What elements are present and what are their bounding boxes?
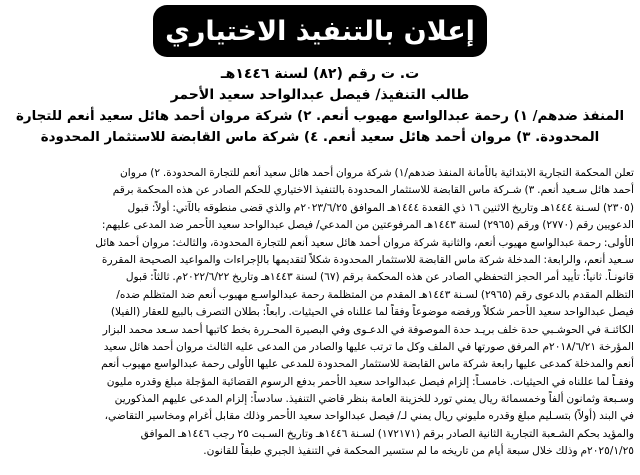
body-line: وفقـاً لما عللناه في الحيثيات. خامسـاً: إلزام فيصل عبدالواحد سعيد الأحمر بدفع الرسوم القضائية المؤجلة مبلغ وقدره مليون (106, 375, 634, 388)
announcement-body (4, 165, 634, 461)
body-line: ٢٠٢٥/١/٢٥م وذلك خلال سبعة أيام من تاريخه ما لم ستسير المحكمة في التنفيذ الجبري طبقاً للقانون. (203, 445, 634, 458)
case-number: ت. ت رقم (٨٢) لسنة ١٤٤٦هـ (220, 66, 420, 82)
body-line: قانونـاً. ثانياً: تأييد أمر الحجز التحفظي الصادر عن هذه المحكمة برقم (٦٧) لسنة ١٤٤٣هـ وتاريخ ٢٠٢٢/٦/٢٢م. ثالثاً: قبول (125, 271, 634, 284)
body-line: الأولى: رحمة عبدالواسع مهيوب أنعم، والثانية شركة مروان أحمد هائل سعيد أنعم للتجارة المحدودة، والثالث: مروان أحمد هائل (95, 236, 634, 249)
body-line: الكائنـة في الحوشـبي حدة خلف بريـد حدة الموصوفة في الدعـوى وفي البصيرة المحـررة بخط كاتبها أحمد سـعد محمد البزار (102, 323, 634, 336)
body-line: الدعويين رقم (٢٧٧٠) ورقم (٢٩٦٥) لسنة ١٤٤٣هـ المرفوعتين من المدعي/ فيصل عبدالواحد سعيد الأحمر ضد المدعى عليهم: (101, 219, 634, 232)
announcement-title: إعلان بالتنفيذ الاختياري (165, 15, 475, 47)
executor-name: طالب التنفيذ/ فيصل عبدالواحد سعيد الأحمر (170, 87, 470, 103)
body-line: تعلن المحكمة التجارية الابتدائية بالأمانة المنفذ ضدهم/١) شركة مروان أحمد هائل سعيد أنعم للتجارة المحدودة. ٢) مروان (120, 167, 634, 179)
respondents-line-1: المنفذ ضدهم/ ١) رحمة عبدالواسع مهيوب أنعم. ٢) شركة مروان أحمد هائل سعيد أنعم للتجارة (15, 109, 625, 124)
body-line: في البند (أولاً) بتسـليم مبلغ وقدره مليوني ريال يمني لـ/ فيصل عبدالواحد سعيد الأحمر وذلك مقابل أغرام ومخاسير التقاضي، (104, 410, 634, 423)
body-line: (٢٣٠٥) لسـنة ١٤٤٤هـ وتاريخ الاثنين ١٦ ذي القعدة ١٤٤٤هـ الموافق ٢٠٢٣/٦/٢٥م والذي قضى منطوقه بالآتي: أولاً: قبول (127, 201, 634, 214)
body-line: فيصل عبدالواحد سعيد الأحمر شكلاً ورفضه موضوعاً وفقاً لما عللناه في الحيثيات. رابعاً: بطلان التصرف بالبيع للعقار (الفيلا) (110, 306, 634, 319)
body-line: سـعيد أنعم، والرابعة: المدخلة شركة ماس القابضة للاستثمار المحدودة شكلاً لتقديمها بالإجراءات والمواعيد الصحيحة المقررة (101, 253, 634, 266)
body-line: أحمد هائل سـعيد أنعم. ٣) شـركة ماس القابضة للاستثمار المحدودة بالتنفيذ الاختياري للحكم الصادر عن هذه المحكمة برقم (112, 184, 634, 197)
body-line: التظلم المقدم بالدعوى رقم (٢٩٦٥) لسـنة ١٤٤٣هـ المقدم من المتظلمة رحمة عبدالواسـع مهيوب أنعم ضد المتظلم ضده/ (116, 288, 634, 301)
body-line: وسـبعة وثمانون ألفاً وخمسمائة ريال يمني تورد للخزينة العامة بنظر قاضي التنفيذ. سادساً: إلزام المدعى عليهم المذكورين (114, 393, 634, 406)
title-banner (153, 5, 487, 57)
body-line: والمؤيد بحكم الشـعبة التجارية الثانية الصادر برقم (١٧٢١٧١) لسـنة ١٤٤٦هـ وتاريخ السـبت ٢٥ رجب ١٤٤٦هـ الموافق (140, 427, 634, 440)
respondents-line-2: المحدودة. ٣) مروان أحمد هائل سعيد أنعم. ٤) شركة ماس القابضة للاستثمار المحدودة (40, 130, 600, 145)
body-line: أنعم والمدخلة كمدعى عليها رابعة شركة ماس القابضة للاستثمار المحدودة للمدعى عليها الأولى رحمة عبدالواسع مهيوب أنعم (101, 358, 634, 371)
body-line: المؤرخة ٢٠١٨/٦/٢١م المرفق صورتها في الملف وكل ما ترتب عليها والصادر من المدعى عليه الثالث مروان أحمد هائل سعيد (103, 340, 634, 353)
case-header (8, 64, 632, 148)
